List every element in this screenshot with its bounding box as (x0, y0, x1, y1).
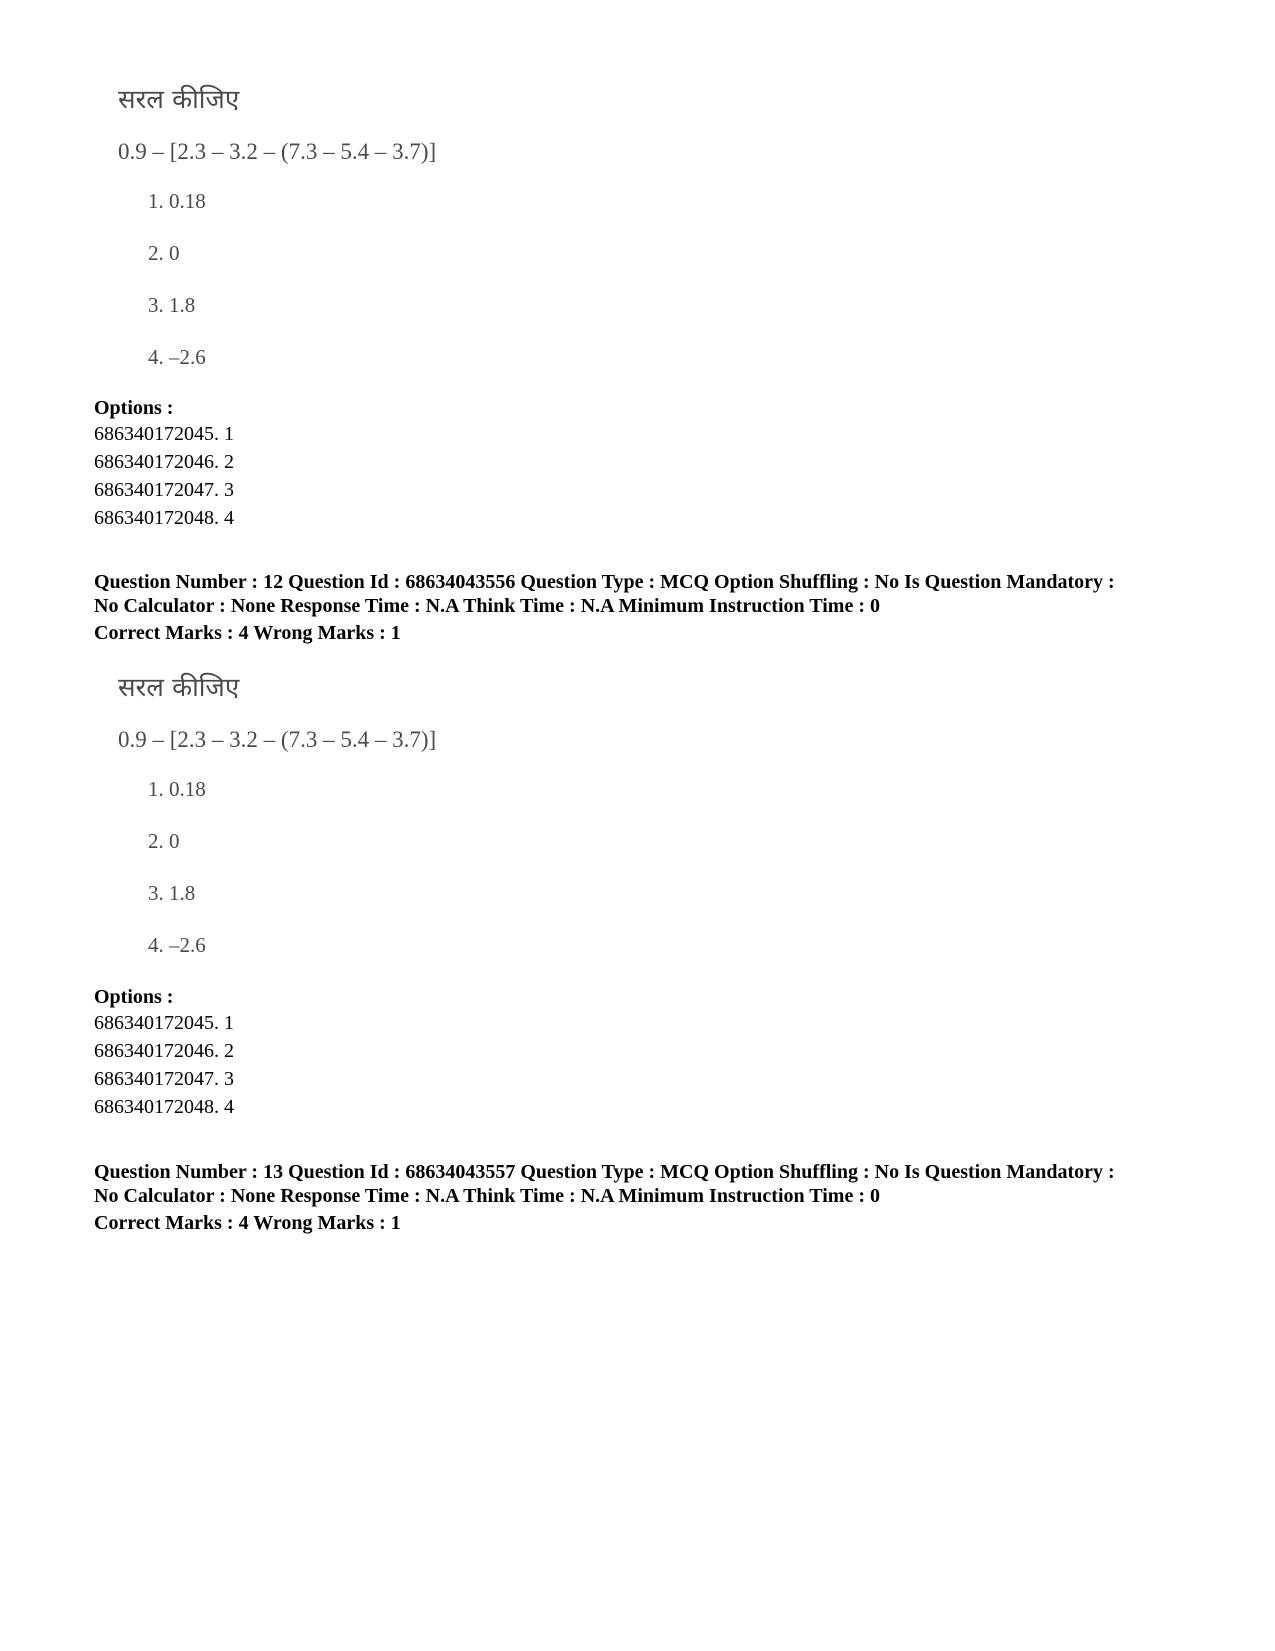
options-heading-q11: Options : (94, 397, 174, 419)
question-title: सरल कीजिए (118, 85, 240, 115)
choice-3: 3. 1.8 (148, 293, 196, 317)
choice-3: 3. 1.8 (148, 881, 196, 905)
question-title: सरल कीजिए (118, 673, 240, 703)
question-expression: 0.9 – [2.3 – 3.2 – (7.3 – 5.4 – 3.7)] (118, 727, 437, 752)
options-heading-q12: Options : (94, 986, 174, 1008)
option-item: 686340172045. 1 (94, 1012, 234, 1034)
choice-1: 1. 0.18 (148, 777, 206, 801)
question-image-q11 (100, 84, 540, 384)
choice-2: 2. 0 (148, 829, 180, 853)
marks-q12: Correct Marks : 4 Wrong Marks : 1 (94, 622, 401, 644)
question-meta-q13 (94, 1160, 1194, 1208)
question-meta-line-2: No Calculator : None Response Time : N.A Think Time : N.A Minimum Instruction Time : 0 (94, 1185, 880, 1207)
option-item: 686340172048. 4 (94, 1096, 234, 1118)
question-meta-q12 (94, 570, 1194, 618)
option-item: 686340172045. 1 (94, 423, 234, 445)
option-item: 686340172046. 2 (94, 1040, 234, 1062)
option-item: 686340172047. 3 (94, 479, 234, 501)
question-image-q12 (100, 672, 540, 972)
choice-4: 4. –2.6 (148, 345, 206, 369)
option-item: 686340172046. 2 (94, 451, 234, 473)
choice-2: 2. 0 (148, 241, 180, 265)
question-meta-line-2: No Calculator : None Response Time : N.A Think Time : N.A Minimum Instruction Time : 0 (94, 595, 880, 617)
marks-q13: Correct Marks : 4 Wrong Marks : 1 (94, 1212, 401, 1234)
choice-4: 4. –2.6 (148, 933, 206, 957)
options-list-q12 (94, 1009, 234, 1121)
question-meta-line-1: Question Number : 13 Question Id : 68634043557 Question Type : MCQ Option Shuffling : No Is Question Mandatory : (94, 1161, 1115, 1183)
options-list-q11 (94, 420, 234, 532)
choice-1: 1. 0.18 (148, 189, 206, 213)
question-expression: 0.9 – [2.3 – 3.2 – (7.3 – 5.4 – 3.7)] (118, 139, 437, 164)
question-meta-line-1: Question Number : 12 Question Id : 68634043556 Question Type : MCQ Option Shuffling : No Is Question Mandatory : (94, 571, 1115, 593)
option-item: 686340172047. 3 (94, 1068, 234, 1090)
option-item: 686340172048. 4 (94, 507, 234, 529)
